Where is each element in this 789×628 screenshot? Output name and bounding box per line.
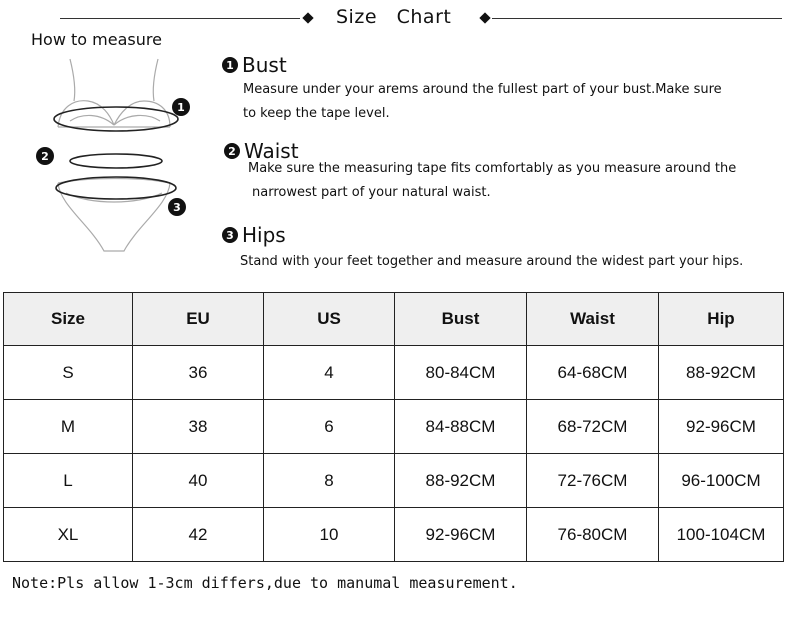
measurement-note: Note:Pls allow 1-3cm differs,due to manumal measurement.	[12, 574, 518, 592]
table-row	[4, 346, 784, 400]
bust-description	[243, 78, 722, 126]
table-row	[4, 400, 784, 454]
cell-size: XL	[4, 508, 133, 562]
number-2-icon: 2	[224, 143, 240, 159]
svg-text:3: 3	[173, 201, 181, 214]
cell-bust: 92-96CM	[395, 508, 527, 562]
waist-description	[248, 157, 736, 205]
cell-us: 10	[264, 508, 395, 562]
cell-hip: 100-104CM	[659, 508, 784, 562]
number-1-icon: 1	[222, 57, 238, 73]
cell-waist: 68-72CM	[527, 400, 659, 454]
diamond-icon	[479, 12, 490, 23]
header-eu: EU	[133, 293, 264, 346]
page-title: Size Chart	[336, 6, 452, 28]
cell-hip: 92-96CM	[659, 400, 784, 454]
header-hip: Hip	[659, 293, 784, 346]
waist-line-2: narrowest part of your natural waist.	[252, 185, 491, 200]
bust-heading: Bust	[242, 53, 287, 77]
cell-bust: 80-84CM	[395, 346, 527, 400]
cell-eu: 36	[133, 346, 264, 400]
marker-1-icon	[172, 98, 190, 116]
cell-hip: 96-100CM	[659, 454, 784, 508]
header-us: US	[264, 293, 395, 346]
how-to-measure-label: How to measure	[31, 30, 162, 49]
waist-line-1: Make sure the measuring tape fits comfortably as you measure around the	[248, 161, 737, 176]
table-header-row	[4, 293, 784, 346]
hips-line-1: Stand with your feet together and measure around the widest part your hips.	[240, 254, 744, 269]
hips-description	[240, 250, 743, 274]
cell-us: 6	[264, 400, 395, 454]
cell-waist: 64-68CM	[527, 346, 659, 400]
svg-text:2: 2	[41, 150, 49, 163]
cell-size: S	[4, 346, 133, 400]
cell-waist: 76-80CM	[527, 508, 659, 562]
marker-2-icon	[36, 147, 54, 165]
cell-us: 4	[264, 346, 395, 400]
hips-heading: Hips	[242, 223, 286, 247]
section-title-bust	[222, 53, 287, 77]
header-waist: Waist	[527, 293, 659, 346]
cell-bust: 84-88CM	[395, 400, 527, 454]
header-rule-right	[492, 18, 782, 19]
header-bust: Bust	[395, 293, 527, 346]
table-row	[4, 454, 784, 508]
cell-size: M	[4, 400, 133, 454]
number-3-icon: 3	[222, 227, 238, 243]
cell-bust: 88-92CM	[395, 454, 527, 508]
section-title-hips	[222, 223, 286, 247]
size-table	[3, 292, 784, 562]
cell-hip: 88-92CM	[659, 346, 784, 400]
diamond-icon	[302, 12, 313, 23]
cell-eu: 38	[133, 400, 264, 454]
cell-eu: 40	[133, 454, 264, 508]
header-size: Size	[4, 293, 133, 346]
waist-heading: Waist	[244, 139, 299, 163]
cell-waist: 72-76CM	[527, 454, 659, 508]
cell-eu: 42	[133, 508, 264, 562]
cell-size: L	[4, 454, 133, 508]
bikini-illustration	[30, 55, 200, 265]
bust-line-1: Measure under your arems around the fullest part of your bust.Make sure	[243, 82, 722, 97]
table-row	[4, 508, 784, 562]
cell-us: 8	[264, 454, 395, 508]
header-rule-left	[60, 18, 300, 19]
bust-line-2: to keep the tape level.	[243, 106, 390, 121]
svg-text:1: 1	[177, 101, 185, 114]
marker-3-icon	[168, 198, 186, 216]
